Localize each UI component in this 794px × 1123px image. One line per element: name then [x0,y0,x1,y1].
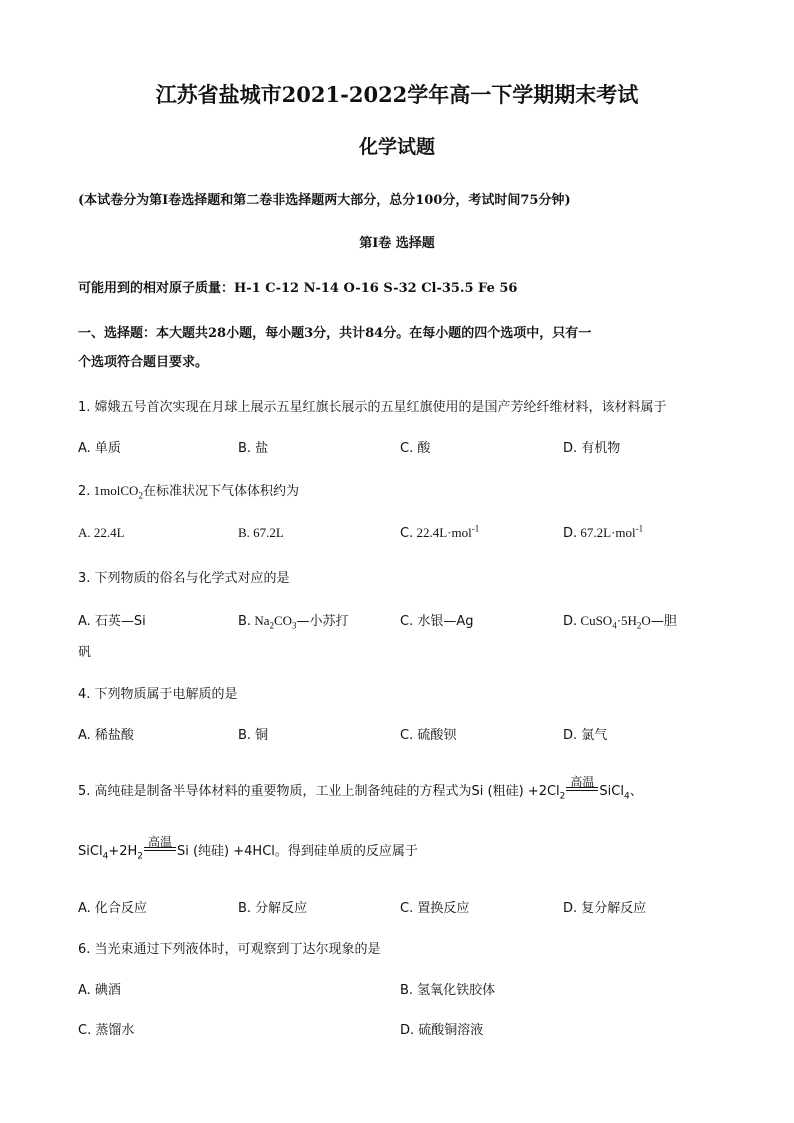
question-6-option-c: C. 蒸馏水 [78,1023,135,1038]
question-1-option-d: D. 有机物 [563,441,621,456]
question-3-option-d-continued: 矾 [78,645,92,660]
question-5-option-a: A. 化合反应 [78,901,147,916]
question-1-option-b: B. 盐 [238,441,269,456]
subject-title: 化学试题 [358,136,435,158]
question-4-option-d: D. 氯气 [563,728,608,743]
reaction-condition-arrow: 高温 [566,791,598,795]
question-5-stem: 5. 高纯硅是制备半导体材料的重要物质，工业上制备纯硅的方程式为Si (粗硅) $+2Cl_2$ 高温 SiCl$_4$、 [78,775,643,802]
question-2-amount: 1molCO$_2$ [93,483,143,501]
equation-1: Si (粗硅) $+2Cl_2$ 高温 SiCl$_4$、 [471,775,643,802]
question-2-option-a: A. 22.4L [78,525,125,540]
question-4-option-b: B. 铜 [238,728,269,743]
question-3-option-d: D. $CuSO_4\cdot 5H_2O—$胆 [563,613,677,631]
question-6-option-d: D. 硫酸铜溶液 [400,1023,484,1038]
question-5-option-d: D. 复分解反应 [563,901,647,916]
question-2-stem [78,480,299,499]
question-3-option-b: B. $Na_2CO_3—$小苏打 [238,613,349,631]
exam-title: 江苏省盐城市2021-2022学年高一下学期期末考试 [155,82,639,107]
question-1-option-c: C. 酸 [400,441,431,456]
question-2-option-b: B. 67.2L [238,525,284,540]
question-5-equation-2: $SiCl_4+2H_2$ 高温 Si (纯硅) +4HCl。得到硅单质的反应属于 [78,835,418,862]
question-5-option-c: C. 置换反应 [400,901,470,916]
question-4-option-c: C. 硫酸钡 [400,728,457,743]
question-3-stem: 3. 下列物质的俗名与化学式对应的是 [78,571,290,586]
question-3-option-a: A. 石英—Si [78,614,146,629]
question-3-option-c: C. 水银—Ag [400,614,474,629]
question-2-option-c: C. 22.4L·mol$^{-1}$ [400,523,480,541]
section-instructions-line1: 一、选择题：本大题共28小题，每小题3分，共计84分。在每小题的四个选项中，只有一 [78,326,592,341]
question-2-rest: 在标准状况下气体体积约为 [142,484,299,499]
question-6-option-a: A. 碘酒 [78,983,121,998]
equation-2: $SiCl_4+2H_2$ 高温 Si (纯硅) +4HCl [78,835,275,862]
question-4-stem: 4. 下列物质属于电解质的是 [78,687,238,702]
question-1-option-a: A. 单质 [78,441,121,456]
question-6-option-b: B. 氢氧化铁胶体 [400,983,496,998]
reaction-condition-arrow: 高温 [144,851,176,855]
question-2-option-d: D. 67.2L·mol$^{-1}$ [563,523,644,541]
question-6-stem: 6. 当光束通过下列液体时，可观察到丁达尔现象的是 [78,942,381,957]
question-5-option-b: B. 分解反应 [238,901,308,916]
section-instructions-line2: 个选项符合题目要求。 [78,355,209,370]
atomic-masses: 可能用到的相对原子质量：H-1 C-12 N-14 O-16 S-32 Cl-35.5 Fe 56 [78,281,518,296]
question-4-option-a: A. 稀盐酸 [78,728,134,743]
part-heading: 第Ⅰ卷 选择题 [359,236,435,251]
exam-note: (本试卷分为第Ⅰ卷选择题和第二卷非选择题两大部分，总分100分，考试时间75分钟) [78,193,571,208]
question-2-number: 2. [78,484,91,499]
question-1-stem: 1. 嫦娥五号首次实现在月球上展示五星红旗长展示的五星红旗使用的是国产芳纶纤维材料，该材料属于 [78,400,667,415]
